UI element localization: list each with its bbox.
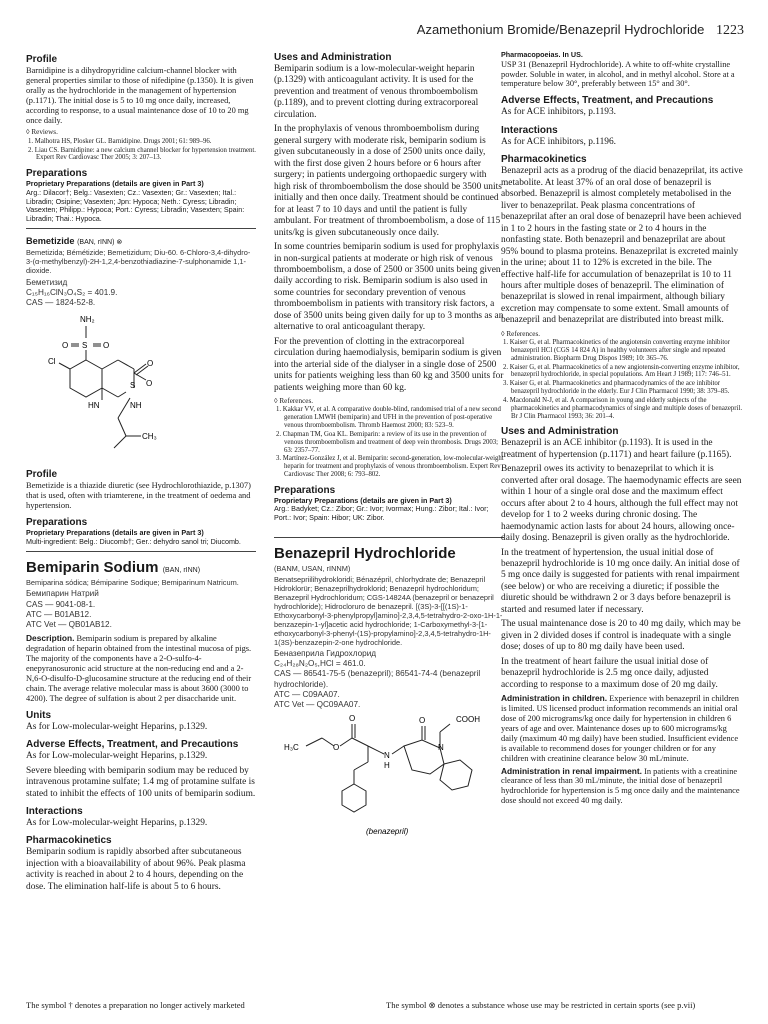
barnidipine-profile-text: Barnidipine is a dihydropyridine calcium-channel blocker with general properties similar to those of nifedipine (p.1350). It is given orally as the hydrochloride in the management of hypertension (p.1171). The initial dose is 5 to 10 mg once daily, increased, according to response, to a usual maintenance dose of 10 to 20 mg once daily. (26, 66, 254, 125)
bemiparin-russian-name: Бемипарин Натрий (26, 589, 99, 599)
bemetizide-structure (26, 308, 256, 458)
uses-text: The usual maintenance dose is 20 to 40 mg daily, which may be given in 2 divided doses if control is inadequate with a single dose; doses of up to 80 mg daily have been used. (501, 619, 741, 653)
benazepril-tag: (BANM, USAN, rINNM) (274, 563, 351, 573)
struct-nh: NH (130, 401, 142, 411)
heading-preparations: Preparations (26, 516, 88, 528)
preparations-list: Arg.: Dilacor†; Belg.: Vasexten; Cz.: Vasexten; Gr.: Vasexten; Ital.: Libradin; Osipine; Vasexten; Jpn: Hypoca; Neth.: Cyress; Libradin; Vasexten; Philipp.: Hypoca; Port.: Cyress; Libradin; Vasexten; Spain: Libradin; Thai.: Hypoca. (26, 187, 245, 223)
divider (274, 537, 504, 538)
units-text: As for Low-molecular-weight Heparins, p.1329. (26, 721, 208, 732)
struct-o: O (349, 714, 356, 724)
reference-item: 4. Macdonald N-J, et al. A comparison in young and elderly subjects of the pharmacokinetics and pharmacodynamics of single and multiple doses of benazepril. Br J Clin Pharmacol 1993; 36: 201–4. (503, 396, 743, 420)
benazepril-atc: ATC — C09AA07. (274, 689, 340, 699)
uses-text: In the treatment of heart failure the usual initial dose of benazepril hydrochloride is 2.5 mg once daily, adjusted according to response to a maximum dose of 20 mg daily. (501, 656, 718, 690)
pharmacopoeias: Pharmacopoeias. In US. (501, 50, 583, 59)
struct-o: O (419, 716, 426, 726)
struct-ch3: CH₃ (142, 432, 157, 442)
bemiparin-atc: ATC — B01AB12. (26, 609, 92, 619)
uses-text: For the prevention of clotting in the extracorporeal circulation during haemodialysis, bemiparin sodium is given into the arterial side of the dialyser in a single dose of 2500 units for patients weighing less than 60 kg and 3500 units for patients weighing more than 60 kg. (274, 336, 504, 393)
heading-adverse-effects: Adverse Effects, Treatment, and Precautions (501, 95, 714, 107)
uses-text: In the treatment of hypertension, the usual initial dose of benazepril hydrochloride is 10 mg once daily. An initial dose of 5 mg once daily is suggested for patients with renal impairment (see below) or who are receiving a diuretic; if possible the diuretic should be withdrawn 2 or 3 days before benazepril is started and resumed later if necessary. (501, 547, 740, 615)
monograph-title-bemiparin: Bemiparin Sodium (BAN, rINN) (26, 559, 201, 577)
struct-h: H (384, 761, 390, 771)
reviews-label: ◊ Reviews. (26, 128, 58, 137)
uses-text: In some countries bemiparin sodium is used for prophylaxis in non-surgical patients at moderate or high risk of venous thromboembolism, a dose of 2500 or 3500 units being given daily according to risk. Bemiparin sodium is also used in some countries for secondary prevention of venous thromboembolism in patients with transitory risk factors, a dose of 3500 units being given daily for up to 3 months as an alternative to oral anticoagulant therapy. (274, 242, 504, 333)
struct-caption: (benazepril) (366, 827, 409, 837)
proprietary-preparations-label: Proprietary Preparations (details are given in Part 3) (274, 495, 452, 505)
review-item: 1. Malhotra HS, Plosker GL. Barnidipine. Drugs 2001; 61: 989–96. (28, 137, 212, 145)
heading-profile: Profile (26, 54, 58, 65)
heading-interactions: Interactions (26, 805, 83, 817)
struct-s: S (82, 341, 88, 351)
references-label: ◊ References. (501, 329, 541, 338)
benazepril-atc-vet: ATC Vet — QC09AA07. (274, 700, 361, 710)
uses-text: In the prophylaxis of venous thromboembolism during general surgery with moderate risk, bemiparin sodium is given subcutaneously in a dose of 2500 units once daily, with the first dose given 2 hours before or 6 hours after surgery; in patients undergoing orthopaedic surgery with high risk of thromboembolism the dose should be 3500 units initially and then once daily. Treatment should be continued for at least 7 to 10 days and until the patient is fully ambulant. For treatment of thromboembolism, a dose of 115 units/kg is given subcutaneously once daily. (274, 124, 502, 238)
footer-left: The symbol † denotes a preparation no longer actively marketed (26, 1000, 245, 1010)
benazepril-formula: C₂₄H₂₈N₂O₅,HCl = 461.0. (274, 659, 366, 669)
adverse-effects-text: As for Low-molecular-weight Heparins, p.1329. (26, 751, 208, 762)
struct-cl: Cl (48, 357, 56, 367)
column-3 (501, 48, 743, 806)
reference-item: 1. Kakkar VV, et al. A comparative double-blind, randomised trial of a new second generation LMWH (bemiparin) and UFH in the prevention of post-operative venous thromboembolism. Thromb Haemost 2000; 83: 523–9. (276, 406, 501, 430)
pharmacokinetics-text: Bemiparin sodium is rapidly absorbed after subcutaneous injection with a bioavailability of about 96%. Peak plasma activity is reached in about 2 to 4 hours, depending on the dose. The elimination half-life is about 5 to 6 hours. (26, 847, 246, 892)
pharmacokinetics-text: Benazepril acts as a prodrug of the diacid benazeprilat, its active metabolite. At least 37% of an oral dose of benazepril is absorbed. Benazepril is almost completely metabolised in the liver to benazeprilat. Peak plasma concentrations of benazeprilat after an oral dose of benazepril have been achieved in 1 to 2 hours in the fasting state or 2 to 4 hours in the nonfasting state. Both benazepril and benazeprilat are about 95% bound to plasma proteins. Benazeprilat is excreted mainly in the urine; about 11 to 12% is excreted in the bile. The effective half-life for accumulation of benazeprilat is 10 to 11 hours after multiple doses of benazepril. The elimination of benazeprilat is slowed in renal impairment, although biliary excretion may compensate to some extent. Small amounts of benazepril and benazeprilat are distributed into breast milk. (501, 166, 743, 326)
divider (26, 228, 256, 229)
bemiparin-atc-vet: ATC Vet — QB01AB12. (26, 620, 112, 630)
struct-s: S (130, 381, 136, 391)
bemiparin-cas: CAS — 9041-08-1. (26, 599, 96, 609)
bemiparin-synonyms: Bemiparina sódica; Bémiparine Sodique; Bemiparinum Natricum. (26, 578, 239, 588)
divider (26, 551, 256, 552)
running-header (0, 22, 744, 39)
references-label: ◊ References. (274, 397, 314, 406)
adverse-effects-text: As for ACE inhibitors, p.1193. (501, 107, 617, 118)
struct-cooh: COOH (456, 715, 480, 725)
monograph-title-bemetizide: Bemetizide (BAN, rINN) ⊗ (26, 236, 123, 247)
heading-uses: Uses and Administration (501, 426, 619, 438)
heading-profile: Profile (26, 469, 58, 481)
reference-item: 3. Martínez-González J, et al. Bemiparin: second-generation, low-molecular-weight heparin for treatment and prophylaxis of venous thromboembolism. Expert Rev Cardiovasc Ther 2008; 6: 793–802. (276, 455, 504, 478)
column-2 (274, 48, 504, 845)
heading-uses: Uses and Administration (274, 52, 392, 63)
bemetizide-synonyms: Bemetizida; Bémétizide; Bemetizidum; Diu-60. 6-Chloro-3,4-dihydro-3-(α-methylbenzyl)-2H-1,2,4-benzothiadiazine-7-sulphonamide 1,1-dioxide. (26, 248, 251, 276)
struct-o: O (333, 743, 340, 753)
struct-h3c: H₃C (284, 743, 299, 753)
struct-o: O (62, 341, 69, 351)
struct-o: O (146, 379, 153, 389)
struct-hn: HN (88, 401, 100, 411)
struct-n: N (438, 743, 444, 753)
struct-n: N (384, 751, 390, 761)
heading-interactions: Interactions (501, 124, 558, 136)
heading-adverse-effects: Adverse Effects, Treatment, and Precautions (26, 739, 239, 751)
benazepril-russian-name: Беназеприла Гидрохлорид (274, 648, 377, 658)
heading-preparations: Preparations (274, 484, 336, 496)
reference-item: 3. Kaiser G, et al. Pharmacokinetics and pharmacodynamics of the ace inhibitor benazepril hydrochloride in the elderly. Eur J Clin Pharmacol 1990; 38: 379–85. (503, 380, 730, 396)
preparations-list: Multi-ingredient: Belg.: Diucomb†; Ger.: dehydro sanol tri; Diucomb. (26, 536, 241, 546)
benazepril-structure (274, 710, 504, 840)
heading-preparations: Preparations (26, 168, 88, 180)
monograph-title-benazepril: Benazepril Hydrochloride (274, 544, 456, 562)
preparations-list: Arg.: Badyket; Cz.: Zibor; Gr.: Ivor; Ivormax; Hung.: Zibor; Ital.: Ivor; Port.: Ivor; Spain: Hibor; UK: Zibor. (274, 504, 489, 523)
interactions-text: As for Low-molecular-weight Heparins, p.1329. (26, 817, 208, 828)
bemetizide-formula: C₁₅H₁₆ClN₃O₄S₂ = 401.9. (26, 287, 118, 297)
heading-pharmacokinetics: Pharmacokinetics (26, 835, 112, 847)
bemetizide-cas: CAS — 1824-52-8. (26, 298, 96, 308)
running-title: Azamethonium Bromide/Benazepril Hydrochloride (416, 22, 705, 37)
bemiparin-description: Description. Bemiparin sodium is prepared by alkaline degradation of heparin obtained from the intestinal mucosa of pigs. The majority of the components have a 2-O-sulfo-4-enepyranosuronic acid structure at the non-reducing end and a 2-N,6-O-disulfo-D-glucosamine structure at the reducing end of their chain. The average relative molecular mass is about 3600 (3000 to 4200). The degree of sulfation is about 2 per disaccharide unit. (26, 633, 252, 703)
benazepril-synonyms: Benatsepriilihydrokloridi; Bénazépril, chlorhydrate de; Benazepril Hidroklorür; Benazeprilhydroklorid; Benazepril hydrochloridum; Benazepril Hydrochloridum; CGS-14824A (benazepril or benazepril hydrochloride); Hidrocloruro de benazepril. [(3S)-3-[[(1S)-1-Ethoxycarbonyl-3-phenylpropyl]amino]-2,3,4,5-tetrahydro-2-oxo-1H-1-benzazepin-1-yl]acetic acid hydrochloride; 1-Carboxymethyl-3-[1-ethoxycarbonyl-3-phenyl-(1S)-propylamino]-2,3,4,5-tetrahydro-1H-1(3S)-benzazepin-2-one hydrochloride. (274, 574, 503, 647)
proprietary-preparations-label: Proprietary Preparations (details are given in Part 3) (26, 179, 204, 189)
heading-pharmacokinetics: Pharmacokinetics (501, 154, 587, 166)
struct-o: O (103, 341, 110, 351)
benazepril-cas: CAS — 86541-75-5 (benazepril); 86541-74-4 (benazepril hydrochloride). (274, 669, 481, 689)
footer-right: The symbol ⊗ denotes a substance whose use may be restricted in certain sports (see p.vii) (386, 1000, 696, 1010)
struct-o: O (147, 359, 154, 369)
uses-text: Benazepril is an ACE inhibitor (p.1193). It is used in the treatment of hypertension (p.1171) and heart failure (p.1165). (501, 438, 732, 460)
uses-text: Bemiparin sodium is a low-molecular-weight heparin (p.1329) with anticoagulant activity. It is used for the prevention and treatment of venous thromboembolism (p.1189), and to prevent clotting during extracorporeal circulation. (274, 64, 479, 120)
proprietary-preparations-label: Proprietary Preparations (details are given in Part 3) (26, 527, 204, 537)
bemetizide-profile-text: Bemetizide is a thiazide diuretic (see Hydrochlorothiazide, p.1307) that is used, often with triamterene, in the treatment of oedema and hypertension. (26, 481, 251, 511)
reference-item: 2. Chapman TM, Goa KL. Bemiparin: a review of its use in the prevention of venous thromboembolism and treatment of deep vein thrombosis. Drugs 2003; 63: 2357–77. (276, 430, 499, 454)
heading-units: Units (26, 709, 51, 721)
reference-item: 2. Kaiser G, et al. Pharmacokinetics of a new angiotensin-converting enzyme inhibitor, benazepril hydrochloride, in special populations. Am Heart J 1989; 117: 746–51. (503, 363, 740, 379)
uses-text: Benazepril owes its activity to benazeprilat to which it is converted after oral dosage. The haemodynamic effects are seen within 1 hour of a single oral dose and the maximum effect occurs after about 2 to 4 hours, although the full effect may not develop for 1 to 2 weeks during chronic dosing. The haemodynamic action lasts for about 24 hours, allowing once-daily dosing. Benazepril is given orally as the hydrochloride. (501, 464, 742, 544)
review-item: 2. Liau CS. Barnidipine: a new calcium channel blocker for hypertension treatment. Expert Rev Cardiovasc Ther 2005; 3: 207–13. (28, 146, 257, 162)
adverse-effects-text: Severe bleeding with bemiparin sodium may be reduced by intravenous protamine sulfate; 1.4 mg of protamine sulfate is stated to inhibit the effects of 100 units of bemiparin sodium. (26, 765, 256, 799)
children-administration: Administration in children. Experience with benazepril in children is limited. US licensed product information recommends an initial oral dose of 200 micrograms/kg once daily for hypertension in children 6 years of age and over. Maintenance doses up to 600 micrograms/kg daily (maximum 40 mg daily) have been studied. Insufficient evidence is available to recommend doses for younger children or for any children with creatinine clearance below 30 mL/minute. (501, 693, 739, 763)
page-number: 1223 (716, 23, 744, 38)
struct-nh2: NH₂ (80, 315, 95, 325)
column-1 (26, 48, 256, 896)
usp-description: USP 31 (Benazepril Hydrochloride). A white to off-white crystalline powder. Soluble in water, in alcohol, and in methyl alcohol. Store at a temperature below 30°, preferably between 15° and 30°. (501, 59, 735, 89)
bemetizide-russian-name: Беметизид (26, 277, 68, 287)
interactions-text: As for ACE inhibitors, p.1196. (501, 136, 617, 147)
reference-item: 1. Kaiser G, et al. Pharmacokinetics of the angiotensin converting enzyme inhibitor benazepril HCl (CGS 14 824 A) in healthy volunteers after single and repeated administration. Biopharm Drug Dispos 1989; 10: 365–76. (503, 339, 730, 362)
renal-impairment-administration: Administration in renal impairment. In patients with a creatinine clearance of less than 30 mL/minute, the initial dose of benazepril hydrochloride for hypertension is 5 mg once daily and the maintenance dose should not exceed 40 mg daily. (501, 765, 740, 806)
